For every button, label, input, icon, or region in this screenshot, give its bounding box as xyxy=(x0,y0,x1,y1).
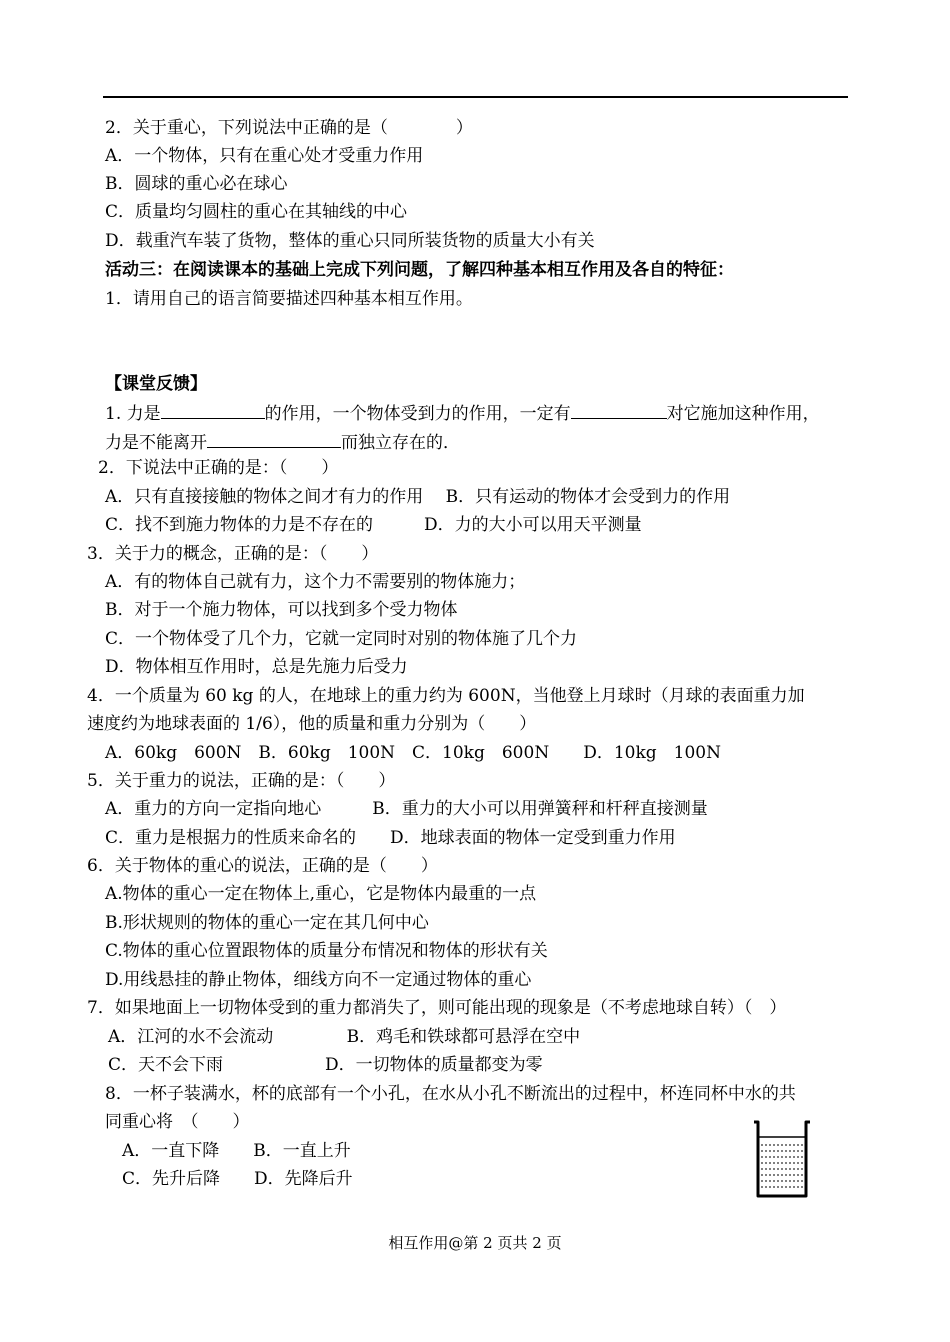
feedback-q2-stem: 2．下说法中正确的是：（ ） xyxy=(98,458,339,478)
feedback-q4-options: A．60kg 600N B．60kg 100N C．10kg 600N D．10kg 100N xyxy=(105,743,721,763)
beaker-with-water-figure xyxy=(750,1118,814,1202)
q1-text-e: 而独立存在的． xyxy=(341,433,460,453)
feedback-q1-line1 xyxy=(105,401,820,425)
feedback-q6-option-a: A.物体的重心一定在物体上,重心，它是物体内最重的一点 xyxy=(105,884,537,904)
feedback-q5-options-cd: C．重力是根据力的性质来命名的 D．地球表面的物体一定受到重力作用 xyxy=(105,828,676,848)
feedback-q6-option-c: C.物体的重心位置跟物体的质量分布情况和物体的形状有关 xyxy=(105,941,548,961)
feedback-q7-options-ab: A．江河的水不会流动 B．鸡毛和铁球都可悬浮在空中 xyxy=(108,1027,581,1047)
feedback-q2-options-ab: A．只有直接接触的物体之间才有力的作用 B．只有运动的物体才会受到力的作用 xyxy=(105,487,731,507)
feedback-q7-stem: 7．如果地面上一切物体受到的重力都消失了，则可能出现的现象是（不考虑地球自转）（ ） xyxy=(87,998,787,1018)
header-rule xyxy=(103,96,848,98)
feedback-q4-stem-line2: 速度约为地球表面的 1/6），他的质量和重力分别为（ ） xyxy=(87,714,537,734)
question-2-option-c: C．质量均匀圆柱的重心在其轴线的中心 xyxy=(105,202,408,222)
question-2-option-d: D．载重汽车装了货物，整体的重心只同所装货物的质量大小有关 xyxy=(105,231,595,251)
q1-text-d: 力是不能离开 xyxy=(105,433,207,453)
q1-blank-3[interactable] xyxy=(207,430,341,448)
feedback-q7-options-cd: C．天不会下雨 D．一切物体的质量都变为零 xyxy=(108,1055,543,1075)
q1-text-b: 的作用，一个物体受到力的作用，一定有 xyxy=(264,404,571,424)
feedback-title: 【课堂反馈】 xyxy=(105,374,207,394)
feedback-q6-option-d: D.用线悬挂的静止物体，细线方向不一定通过物体的重心 xyxy=(105,970,532,990)
activity-3-heading: 活动三：在阅读课本的基础上完成下列问题，了解四种基本相互作用及各自的特征： xyxy=(105,260,734,280)
feedback-q8-stem-line2: 同重心将 （ ） xyxy=(105,1112,250,1132)
feedback-q2-options-cd: C．找不到施力物体的力是不存在的 D．力的大小可以用天平测量 xyxy=(105,515,642,535)
q1-blank-1[interactable] xyxy=(161,401,265,419)
feedback-q6-stem: 6．关于物体的重心的说法，正确的是（ ） xyxy=(87,856,438,876)
feedback-q3-option-c: C．一个物体受了几个力，它就一定同时对别的物体施了几个力 xyxy=(105,629,578,649)
feedback-q1-line2 xyxy=(105,430,460,454)
feedback-q8-options-ab: A．一直下降 B．一直上升 xyxy=(122,1141,351,1161)
feedback-q8-options-cd: C．先升后降 D．先降后升 xyxy=(122,1169,353,1189)
feedback-q4-stem-line1: 4．一个质量为 60 kg 的人，在地球上的重力约为 600N，当他登上月球时（月球的表面重力加 xyxy=(87,686,805,706)
q1-text-c: 对它施加这种作用， xyxy=(666,404,820,424)
q1-text-a: 1. 力是 xyxy=(105,404,161,424)
page-footer: 相互作用@第 2 页共 2 页 xyxy=(388,1234,562,1252)
feedback-q5-options-ab: A．重力的方向一定指向地心 B．重力的大小可以用弹簧秤和杆秤直接测量 xyxy=(105,799,708,819)
question-2-option-a: A．一个物体，只有在重心处才受重力作用 xyxy=(105,146,424,166)
feedback-q5-stem: 5．关于重力的说法，正确的是：（ ） xyxy=(87,771,396,791)
feedback-q3-option-d: D．物体相互作用时，总是先施力后受力 xyxy=(105,657,408,677)
question-2-stem: 2．关于重心，下列说法中正确的是（ ） xyxy=(105,118,473,138)
feedback-q3-option-b: B．对于一个施力物体，可以找到多个受力物体 xyxy=(105,600,458,620)
feedback-q3-option-a: A．有的物体自己就有力，这个力不需要别的物体施力； xyxy=(105,572,526,592)
feedback-q3-stem: 3．关于力的概念，正确的是：（ ） xyxy=(87,544,379,564)
activity-3-question-1: 1．请用自己的语言简要描述四种基本相互作用。 xyxy=(105,289,473,309)
q1-blank-2[interactable] xyxy=(571,401,667,419)
question-2-option-b: B．圆球的重心必在球心 xyxy=(105,174,288,194)
feedback-q6-option-b: B.形状规则的物体的重心一定在其几何中心 xyxy=(105,913,429,933)
feedback-q8-stem-line1: 8．一杯子装满水，杯的底部有一个小孔，在水从小孔不断流出的过程中，杯连同杯中水的共 xyxy=(105,1084,796,1104)
